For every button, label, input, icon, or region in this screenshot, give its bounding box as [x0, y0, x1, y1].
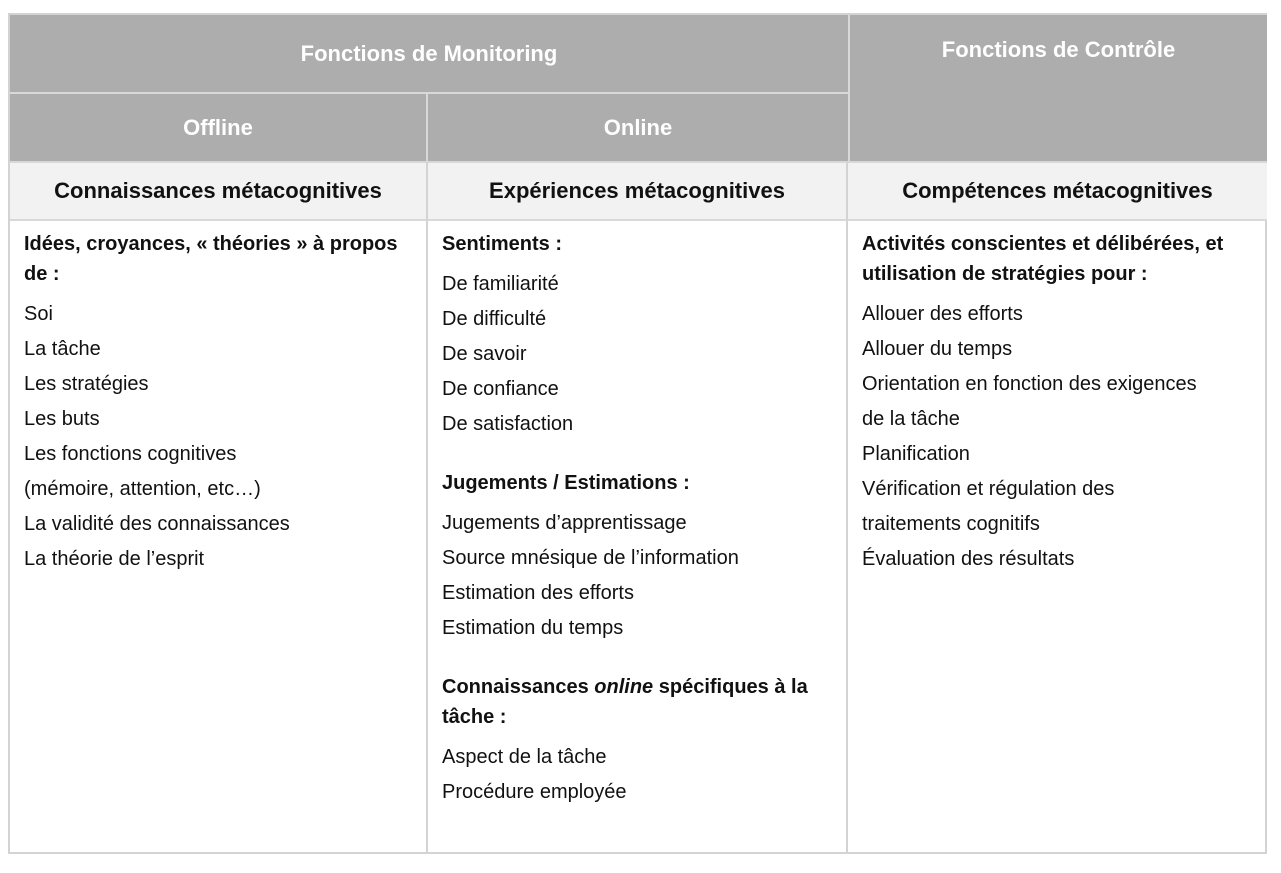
column-title-experiences: Expériences métacognitives [428, 161, 848, 221]
column-connaissances [10, 221, 428, 854]
list-item: Aspect de la tâche [442, 746, 607, 768]
list-item: De difficulté [442, 308, 547, 330]
list-item: Jugements d’apprentissage [442, 512, 687, 534]
list-item: traitements cognitifs [862, 513, 1040, 535]
list-item: Planification [862, 443, 970, 465]
list-item: de la tâche [862, 408, 960, 430]
list-item: Les stratégies [24, 373, 149, 395]
metacognition-table [8, 13, 1267, 854]
list-item: De confiance [442, 378, 559, 400]
list-item: De satisfaction [442, 413, 574, 435]
list-item: La théorie de l’esprit [24, 548, 205, 570]
section-heading: Sentiments : [442, 233, 563, 255]
list-item: Source mnésique de l’information [442, 547, 739, 569]
section-heading: Jugements / Estimations : [442, 472, 690, 494]
list-item: Estimation des efforts [442, 582, 634, 604]
list-item: Les fonctions cognitives [24, 443, 237, 465]
list-item: Allouer du temps [862, 338, 1013, 360]
column-experiences [428, 221, 848, 854]
monitoring-functions-header: Fonctions de Monitoring [10, 15, 848, 94]
column-title-competences: Compétences métacognitives [848, 161, 1267, 221]
column-competences [848, 221, 1267, 854]
list-item: Estimation du temps [442, 617, 624, 639]
list-item: Évaluation des résultats [862, 548, 1075, 570]
section-heading: Idées, croyances, « théories » à propos de : [24, 233, 398, 285]
section-heading: Activités conscientes et délibérées, et utilisation de stratégies pour : [862, 233, 1224, 285]
heading-part: Connaissances [442, 676, 595, 698]
list-item: La validité des connaissances [24, 513, 290, 535]
list-item: De familiarité [442, 273, 559, 295]
list-item: Allouer des efforts [862, 303, 1023, 325]
online-header: Online [428, 94, 848, 161]
list-item: Soi [24, 303, 53, 325]
list-item: (mémoire, attention, etc…) [24, 478, 261, 500]
list-item: La tâche [24, 338, 101, 360]
column-title-connaissances: Connaissances métacognitives [10, 161, 428, 221]
heading-emphasis: online [594, 676, 654, 698]
list-item: Orientation en fonction des exigences [862, 373, 1197, 395]
list-item: Vérification et régulation des [862, 478, 1115, 500]
heading-part: spécifiques à la tâche : [442, 676, 808, 728]
list-item: De savoir [442, 343, 527, 365]
offline-header: Offline [10, 94, 428, 161]
control-functions-header: Fonctions de Contrôle [848, 15, 1267, 161]
section-heading [442, 672, 832, 732]
list-item: Procédure employée [442, 781, 627, 803]
list-item: Les buts [24, 408, 100, 430]
